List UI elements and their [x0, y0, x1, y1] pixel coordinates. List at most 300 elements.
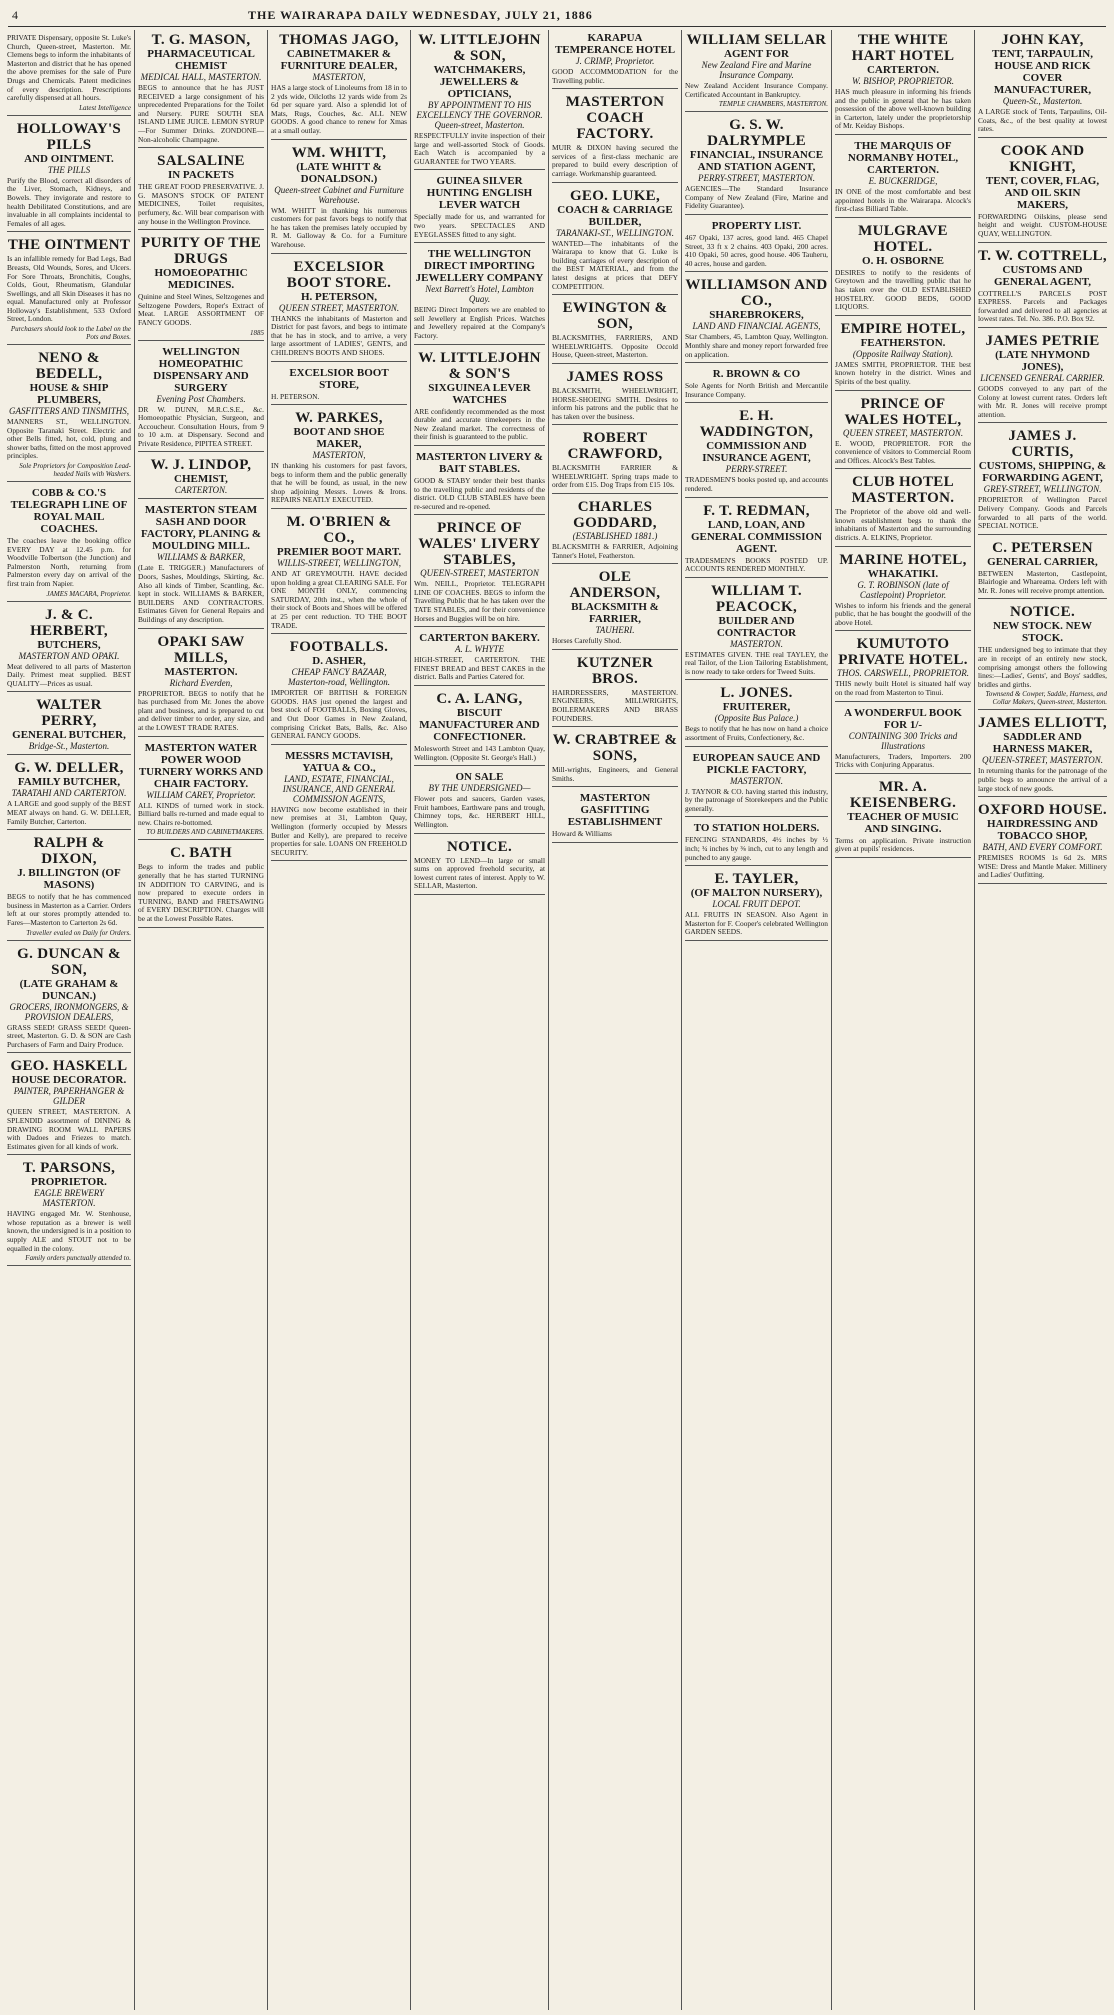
- ad-subheading: WHAKATIKI.: [867, 567, 939, 580]
- ad-subheading: FRUITERER,: [722, 701, 791, 714]
- ad-tagline: LAND AND FINANCIAL AGENTS,: [692, 321, 821, 332]
- advertisement: [7, 605, 131, 693]
- ad-tagline: BATH, AND EVERY COMFORT.: [982, 842, 1103, 853]
- ad-body: E. WOOD, PROPRIETOR. FOR the convenience of visitors to Commercial Room and Offices. Alcock's Best Tables.: [835, 438, 971, 465]
- ad-footer: Traveller evaled on Daily for Orders.: [26, 928, 131, 937]
- ad-heading: JAMES J. CURTIS,: [1008, 428, 1077, 461]
- ad-subheading: FINANCIAL, INSURANCE AND STATION AGENT,: [689, 149, 824, 174]
- ad-heading: ROBERT CRAWFORD,: [567, 430, 663, 463]
- ad-heading: COOK AND KNIGHT,: [1000, 142, 1085, 175]
- ad-body: Sole Agents for North British and Mercantile Insurance Company.: [685, 381, 828, 399]
- ad-tagline: THE PILLS: [47, 164, 91, 175]
- ad-heading: PRINCE OF WALES HOTEL,: [844, 395, 962, 428]
- ad-tagline: PERRY-STREET.: [725, 464, 788, 475]
- ad-body: A LARGE and good supply of the BEST MEAT always on hand. G. W. DELLER, Family Butcher, Carterton.: [7, 799, 131, 826]
- ad-subheading: H. PETERSON,: [300, 290, 378, 303]
- ad-heading: SALSALINE: [157, 153, 245, 170]
- ad-body: New Zealand Accident Insurance Company. Certificated Accountant in Bankruptcy.: [685, 81, 828, 99]
- ad-tagline: J. CRIMP, Proprietor.: [575, 56, 655, 66]
- column-8: [974, 30, 1110, 2010]
- advertisement: [835, 550, 971, 632]
- advertisement: [978, 141, 1107, 243]
- advertisement: [552, 30, 678, 89]
- advertisement: [138, 502, 264, 628]
- advertisement: [685, 501, 828, 578]
- column-3: [267, 30, 410, 2010]
- advertisement: [271, 748, 407, 862]
- ad-body: QUEEN STREET, MASTERTON. A SPLENDID assortment of DINING & DRAWING ROOM WALL PAPERS with Dadoes and Friezes to match. Estimates given for all kinds of work.: [7, 1107, 131, 1151]
- ad-heading: THE OINTMENT: [7, 237, 131, 254]
- ad-heading: NOTICE.: [1009, 604, 1076, 621]
- ad-subheading: LAND, LOAN, AND GENERAL COMMISSION AGENT.: [690, 518, 823, 555]
- ad-subheading: CARTERTON BAKERY.: [419, 632, 540, 645]
- ad-body: BLACKSMITH & FARRIER, Adjoining Tanner's Hotel, Featherston.: [552, 542, 678, 560]
- ad-heading: C. A. LANG,: [436, 691, 523, 708]
- ad-body: Star Chambers, 45, Lambton Quay, Wellington. Monthly share and money report forwarded free on application.: [685, 332, 828, 359]
- ad-subheading: MASTERTON GASFITTING ESTABLISHMENT: [567, 792, 663, 829]
- ad-heading: EXCELSIOR BOOT STORE.: [286, 258, 392, 291]
- ad-body: Purify the Blood, correct all disorders of the Liver, Stomach, Kidneys, and Bowels. They invigorate and restore to health Debilitated Constitutions, and are invaluable in all complaints incidental to Females of all ages.: [7, 175, 131, 228]
- ad-subheading: WATCHMAKERS, JEWELLERS & OPTICIANS,: [433, 64, 526, 100]
- ad-subheading: HOMOEOPATHIC MEDICINES.: [154, 267, 248, 292]
- ad-tagline: G. T. ROBINSON (late of Castlepoint) Proprietor.: [857, 579, 949, 600]
- ad-tagline: A. L. WHYTE: [454, 644, 504, 655]
- ad-body: Flower pots and saucers, Garden vases, Fruit hamboes, Earthware pans and trough, Chimney tops, &c. HERBERT HILL, Wellington.: [414, 794, 545, 829]
- advertisement: [978, 602, 1107, 710]
- ad-body: Is an infallible remedy for Bad Legs, Bad Breasts, Old Wounds, Sores, and Ulcers. For Sore Throats, Bronchitis, Coughs, Colds, Gout, Rheumatism, Glandular Swellings, and all Skin Diseases it has no equal. Manufactured only at Professor Holloway's Establishment, 533 Oxford Street, London.: [7, 254, 131, 324]
- ad-body: MANNERS ST., WELLINGTON. Opposite Taranaki Street. Electric and other Bells fitted, hot, cold, plung and shower baths, fitted on the most approved principles.: [7, 417, 131, 461]
- advertisement: [7, 833, 131, 940]
- ad-footer: 1885: [250, 328, 264, 337]
- ad-body: HAVING engaged Mr. W. Stenhouse, whose reputation as a brewer is well known, the undersigned is in a position to supply ALE and STOUT not to be equalled in the colony.: [7, 1209, 131, 1253]
- ad-tagline: BY THE UNDERSIGNED—: [428, 783, 531, 794]
- ad-tagline: TARANAKI-ST., WELLINGTON.: [555, 227, 674, 238]
- advertisement: [414, 518, 545, 627]
- ad-body: COTTRELL'S PARCELS POST EXPRESS. Parcels and Packages forwarded and delivered to all agencies at lowest rates. Tel. No. 386. P.O. Box 92.: [978, 288, 1107, 324]
- ad-heading: M. O'BRIEN & CO.,: [286, 514, 392, 547]
- ad-subheading: O. H. OSBORNE: [862, 254, 944, 267]
- ad-tagline: CARTERTON.: [174, 485, 228, 496]
- advertisement: [414, 348, 545, 446]
- advertisement: [7, 1158, 131, 1266]
- ad-heading: C. PETERSEN: [992, 539, 1093, 556]
- ad-heading: EWINGTON & SON,: [562, 300, 668, 333]
- ad-tagline: Richard Everden,: [169, 677, 233, 688]
- ad-subheading: SIXGUINEA LEVER WATCHES: [428, 381, 531, 406]
- ad-body: Begs to notify that he has now on hand a choice assortment of Fruits, Confectionery, &c.: [685, 724, 828, 743]
- advertisement: [685, 406, 828, 497]
- advertisement: [978, 30, 1107, 138]
- ad-heading: T. W. COTTRELL,: [978, 247, 1107, 264]
- advertisement: [271, 637, 407, 745]
- ad-tagline: MEDICAL HALL, MASTERTON.: [140, 72, 262, 82]
- advertisement: [552, 298, 678, 364]
- ad-body: (Late E. TRIGGER.) Manufacturers of Doors, Sashes, Mouldings, Skirting, &c. Also all kinds of Timber, Scantling, &c. kept in stock. WILLIAMS & BARKER, BUILDERS AND CONTRACTORS. Estimates Given for General Repairs and Buildings of any description.: [138, 563, 264, 625]
- ad-body: 467 Opaki, 137 acres, good land. 465 Chapel Street, 33 ft x 2 chains. 403 Opaki, 200 acres. 410 Opaki, 50 acres, good house. 406 Tauheru, 40 acres, house and garden.: [685, 232, 828, 268]
- ad-body: Wishes to inform his friends and the general public, that he has bought the goodwill of the above Hotel.: [835, 600, 971, 627]
- ad-body: A LARGE stock of Tents, Tarpaulins, Oil-Coats, &c., of the best quality at lowest rates.: [978, 107, 1107, 134]
- ad-subheading: CHEMIST,: [174, 473, 228, 486]
- ad-heading: W. PARKES,: [295, 410, 383, 427]
- masthead: [8, 4, 1106, 27]
- ad-subheading: BUTCHERS,: [37, 638, 101, 651]
- ad-heading: G. S. W. DALRYMPLE: [707, 117, 806, 150]
- advertisement: [835, 777, 971, 858]
- ad-subheading: TEACHER OF MUSIC AND SINGING.: [847, 810, 959, 835]
- ad-body: Specially made for us, and warranted for two years. SPECTACLES AND EYEGLASSES fitted to any sight.: [414, 212, 545, 239]
- advertisement: [552, 92, 678, 182]
- ad-subheading: EUROPEAN SAUCE AND PICKLE FACTORY,: [692, 751, 821, 776]
- ad-subheading: MESSRS MCTAVISH, YATUA & CO.,: [285, 749, 393, 774]
- ad-subheading: AGENT FOR: [724, 48, 789, 60]
- ad-tagline: PAINTER, PAPERHANGER & GILDER: [13, 1086, 125, 1107]
- ad-heading: OPAKI SAW MILLS,: [157, 633, 245, 666]
- ad-body: WM. WHITT in thanking his numerous customers for past favors begs to notify that he has taken the premises lately occupied by R. M. Galloway & Co. for a Furniture Warehouse.: [271, 205, 407, 249]
- ad-tagline: EAGLE BREWERY MASTERTON.: [33, 1188, 105, 1209]
- ad-body: IMPORTER OF BRITISH & FOREIGN GOODS. HAS just opened the largest and best stock of FOOTBALLS, Boxing Gloves, and Out Door Games in New Zealand, comprising Cricket Bats, Balls, &c. Also GENERAL FANCY GOODS.: [271, 688, 407, 741]
- ad-body: HAS much pleasure in informing his friends and the public in general that he has taken possession of the above well-known building in Carterton, lately under the proprietorship of Mr. Keiday Bishops.: [835, 87, 971, 131]
- ad-subheading: EXCELSIOR BOOT STORE,: [289, 366, 389, 391]
- ad-subheading: HAIRDRESSING AND TOBACCO SHOP,: [987, 818, 1098, 843]
- advertisement: [271, 257, 407, 362]
- ad-subheading: FAMILY BUTCHER,: [17, 776, 121, 789]
- ad-body: AND AT GREYMOUTH. HAVE decided upon holding a great CLEARING SALE. For ONE MONTH ONLY, commencing SATURDAY, 20th inst., when the whole of their stock of Boots and Shoes will be offered at 25 per cent reduction. TO THE BOOT TRADE.: [271, 569, 407, 630]
- advertisement: [835, 138, 971, 218]
- ad-subheading: FEATHERSTON.: [860, 336, 946, 349]
- ad-tagline: (ESTABLISHED 1881.): [572, 531, 658, 542]
- ad-body: BLACKSMITH, WHEELWRIGHT, HORSE-SHOEING SMITH. Desires to inform his patrons and the public that he has taken over the business.: [552, 385, 678, 421]
- ad-body: H. PETERSON.: [271, 391, 320, 401]
- ad-body: BLACKSMITH FARRIER & WHEELWRIGHT. Spring traps made to order from £15. Dog Traps from £15 10s.: [552, 463, 678, 490]
- ad-subheading: J. BILLINGTON (OF MASONS): [17, 867, 121, 892]
- advertisement: [685, 30, 828, 112]
- ad-body: Wm. NEILL, Proprietor. TELEGRAPH LINE OF COACHES. BEGS to inform the Travelling Public that he has taken over the TATE STABLES, and for their convenience Horses and Buggies will be on hire.: [414, 579, 545, 623]
- ad-subheading: MASTERTON STEAM SASH AND DOOR FACTORY, PLANING & MOULDING MILL.: [140, 504, 262, 553]
- ad-heading: WILLIAM T. PEACOCK,: [711, 582, 802, 615]
- advertisement: [414, 30, 545, 170]
- ad-heading: T. PARSONS,: [22, 1160, 116, 1177]
- advertisement: [978, 538, 1107, 600]
- ad-body: J. TAYNOR & CO. having started this industry, by the patronage of Storekeepers and the Public generally.: [685, 786, 828, 813]
- ad-subheading: KARAPUA TEMPERANCE HOTEL: [554, 32, 676, 56]
- ad-subheading: AND OINTMENT.: [24, 152, 114, 165]
- ad-body: BETWEEN Masterton, Castlepoint, Blairlogie and Whareama. Orders left with Mr. R. Jones will receive prompt attention.: [978, 568, 1107, 595]
- ad-tagline: TAUHERI.: [595, 625, 635, 636]
- ad-heading: G. W. DELLER,: [14, 760, 124, 777]
- ad-body: IN thanking his customers for past favors, begs to inform them and the public generally that he will be found, as usual, in the new shop adjoining Messrs. Lowes & Irons. REPAIRS NEATLY EXECUTED.: [271, 461, 407, 505]
- advertisement: [835, 634, 971, 701]
- advertisement: [552, 367, 678, 425]
- advertisement: [685, 366, 828, 403]
- advertisement: [685, 683, 828, 746]
- advertisement: [271, 143, 407, 254]
- ad-heading: W. LITTLEJOHN & SON'S: [418, 349, 541, 382]
- ad-subheading: CARTERTON.: [866, 64, 940, 76]
- ad-footer: TO BUILDERS AND CABINETMAKERS.: [146, 828, 264, 837]
- ad-footer: Purchasers should look to the Label on the Pots and Boxes.: [10, 325, 131, 342]
- ad-body: Manufacturers, Traders, Importers. 200 Tricks with Conjuring Apparatus.: [835, 751, 971, 770]
- ad-heading: C. BATH: [170, 845, 232, 862]
- ad-heading: GEO. HASKELL: [10, 1058, 128, 1075]
- advertisement: [685, 750, 828, 818]
- ad-body: ALL FRUITS IN SEASON. Also Agent in Masterton for F. Cooper's celebrated Wellington GARDEN SEEDS.: [685, 910, 828, 937]
- ad-tagline: CHEAP FANCY BAZAAR, Masterton-road, Wellington.: [287, 667, 391, 688]
- advertisement: [835, 221, 971, 316]
- advertisement: [835, 394, 971, 470]
- advertisement: [978, 713, 1107, 797]
- ad-subheading: SHAREBROKERS,: [709, 309, 804, 322]
- advertisement: [138, 455, 264, 499]
- ad-heading: MR. A. KEISENBERG.: [849, 778, 957, 811]
- ad-tagline: MASTERTON.: [729, 775, 784, 786]
- ad-subheading: COBB & CO.'S TELEGRAPH LINE OF ROYAL MAIL COACHES.: [10, 487, 128, 536]
- ad-subheading: (OF MALTON NURSERY),: [690, 887, 823, 900]
- ad-body: DR W. DUNN, M.R.C.S.E., &c. Homoeopathic Physician, Surgeon, and Accoucheur. Consultation Hours, from 9 to 10 a.m. at Dispensary. Second and Private Residence, PIPITEA STREET.: [138, 404, 264, 448]
- ad-subheading: MASTERTON.: [164, 665, 238, 678]
- ad-tagline: Bridge-St., Masterton.: [28, 741, 110, 752]
- ad-subheading: BLACKSMITH & FARRIER,: [571, 601, 659, 626]
- ad-heading: W. CRABTREE & SONS,: [552, 732, 678, 765]
- ad-subheading: TO STATION HOLDERS.: [693, 822, 820, 835]
- issue-tag: 4: [12, 8, 19, 22]
- ad-tagline: BY APPOINTMENT TO HIS EXCELLENCY THE GOVERNOR. Queen-street, Masterton.: [416, 100, 543, 130]
- advertisement: [978, 331, 1107, 423]
- ad-body: TRADESMEN'S books posted up, and accounts rendered.: [685, 475, 828, 493]
- ad-body: PROPRIETOR of Wellington Parcel Delivery Company. Goods and Parcels forwarded to all parts of the world. SPECIAL NOTICE.: [978, 495, 1107, 531]
- ad-subheading: CABINETMAKER & FURNITURE DEALER,: [280, 48, 398, 72]
- ad-heading: WM. WHITT,: [291, 144, 387, 161]
- ad-body: GOODS conveyed to any part of the Colony at lowest current rates. Orders left with Mr. R. Jones will receive prompt attention.: [978, 383, 1107, 419]
- ad-tagline: LAND, ESTATE, FINANCIAL, INSURANCE, AND GENERAL COMMISSION AGENTS,: [282, 773, 396, 804]
- ad-body: HAIRDRESSERS, MASTERTON. ENGINEERS, MILLWRIGHTS, BOILERMAKERS AND BRASS FOUNDERS.: [552, 687, 678, 723]
- advertisement: [138, 30, 264, 148]
- ad-tagline: MASTERTON,: [312, 450, 366, 461]
- ad-body: FORWARDING Oilskins, please send height and weight. CUSTOM-HOUSE QUAY, WELLINGTON.: [978, 211, 1107, 238]
- ad-heading: KUMUTOTO PRIVATE HOTEL.: [838, 636, 968, 669]
- advertisement: [978, 246, 1107, 328]
- advertisement: [685, 869, 828, 941]
- ad-subheading: BISCUIT MANUFACTURER AND CONFECTIONER.: [419, 707, 540, 744]
- ad-body: The coaches leave the booking office EVERY DAY at 12.45 p.m. for Woodville Tolbertson (the Junction) and Palmerston North, returning from Palmerston every day on arrival of the first train from Napier.: [7, 536, 131, 588]
- ad-subheading: PREMIER BOOT MART.: [276, 546, 402, 559]
- advertisement: [7, 1056, 131, 1155]
- ad-body: Howard & Williams: [552, 829, 612, 839]
- advertisement: [414, 449, 545, 515]
- advertisement: [552, 653, 678, 727]
- ad-body: BLACKSMITHS, FARRIERS, AND WHEELWRIGHTS. Opposite Occold House, Queen-street, Masterton.: [552, 333, 678, 360]
- ad-body: THIS newly built Hotel is situated half way on the road from Masterton to Tinui.: [835, 679, 971, 698]
- ad-heading: WILLIAM SELLAR: [686, 32, 827, 48]
- advertisement: [271, 365, 407, 406]
- ad-heading: OLE ANDERSON,: [569, 569, 661, 602]
- ad-tagline: Queen-St., Masterton.: [1002, 96, 1083, 106]
- advertisement: [552, 790, 678, 843]
- ad-body: IN ONE of the most comfortable and best appointed hotels in the Wairarapa. Alcock's first-class Billiard Table.: [835, 186, 971, 214]
- advertisement: [552, 730, 678, 787]
- ad-body: PREMISES ROOMS 1s 6d 2s. MRS WISE: Dress and Mantle Maker. Millinery and Ladies' Outfitting.: [978, 853, 1107, 880]
- ad-body: ALL KINDS of turned work in stock. Billiard balls re-turned and made equal to new. Chairs re-bottomed.: [138, 800, 264, 827]
- ad-body: THANKS the inhabitants of Masterton and District for past favors, and begs to intimate that he has in stock, and to arrive, a very large assortment of LADIES', GENTS, and CHILDREN'S BOOTS AND SHOES.: [271, 313, 407, 357]
- ad-footer: Sole Proprietors for Composition Lead-headed Nails with Washers.: [19, 462, 131, 479]
- ad-subheading: ON SALE: [455, 771, 504, 784]
- advertisement: [552, 567, 678, 650]
- ad-body: Horses Carefully Shod.: [552, 636, 622, 646]
- advertisement: [835, 30, 971, 135]
- ad-subheading: WELLINGTON HOMEOPATHIC DISPENSARY AND SURGERY: [153, 345, 249, 394]
- ad-heading: MULGRAVE HOTEL.: [858, 222, 948, 255]
- ad-tagline: WILLIAMS & BARKER,: [156, 552, 246, 563]
- ad-subheading: TENT, TARPAULIN, HOUSE AND RICK COVER MANUFACTURER,: [992, 48, 1093, 96]
- ad-body: Quinine and Steel Wines, Seltzogenes and Seltzogene Powders, Roper's Extract of Meat. LARGE ASSORTMENT OF FANCY GOODS.: [138, 292, 264, 327]
- ad-body: The Proprietor of the above old and well-known establishment begs to thank the inhabitants of Masterton and the surrounding districts. A. ELKINS, Proprietor.: [835, 507, 971, 543]
- ad-heading: NENO & BEDELL,: [35, 350, 103, 383]
- ad-tagline: Evening Post Chambers.: [156, 393, 246, 404]
- ad-body: BEING Direct Importers we are enabled to sell Jewellery at English Prices. Watches and Jewellery repaired at the Company's Factory.: [414, 305, 545, 340]
- advertisement: [552, 497, 678, 564]
- ad-body: RESPECTFULLY invite inspection of their large and well-assorted Stock of Goods. Each Watch is accompanied by a GUARANTEE for TWO YEARS.: [414, 131, 545, 166]
- advertisement: [552, 186, 678, 296]
- advertisement: [7, 758, 131, 830]
- ad-subheading: (LATE GRAHAM & DUNCAN.): [19, 977, 119, 1002]
- advertisement: [685, 275, 828, 363]
- ad-subheading: R. BROWN & CO: [712, 368, 801, 381]
- advertisement: [414, 630, 545, 686]
- ad-subheading: IN PACKETS: [167, 169, 235, 182]
- ad-subheading: THE MARQUIS OF NORMANBY HOTEL, CARTERTON.: [847, 139, 959, 176]
- advertisement: [7, 119, 131, 233]
- ad-subheading: (LATE NHYMOND JONES),: [995, 348, 1090, 373]
- ad-subheading: PROPERTY LIST.: [711, 219, 802, 232]
- advertisement: [978, 426, 1107, 534]
- ad-body: PRIVATE Dispensary, opposite St. Luke's Church, Queen-street, Masterton. Mr. Clemens begs to inform the inhabitants of Masterton and district that he has opened the above premises for the sale of Pure Drugs and Chemicals. Patent medicines of every description. Prescriptions carefully dispensed at all hours.: [7, 33, 131, 103]
- ad-tagline: LICENSED GENERAL CARRIER.: [980, 372, 1105, 383]
- ad-body: WANTED—The inhabitants of the Wairarapa to know that G. Luke is building carriages of every description of the BEST MATERIAL, and from the latest designs at prices that DEFY COMPETITION.: [552, 238, 678, 291]
- advertisement: [271, 30, 407, 140]
- ad-heading: PURITY OF THE DRUGS: [140, 235, 262, 268]
- ad-heading: THE WHITE HART HOTEL: [851, 32, 955, 64]
- ad-body: ARE confidently recommended as the most durable and accurate timekeepers in the New Zealand market. The correctness of their finish is guaranteed to the public.: [414, 406, 545, 442]
- ad-body: BEGS to notify that he has commenced business in Masterton as a Carrier. Orders left at our stores promptly attended to. Fares—Masterton to Carterton 2s 6d.: [7, 892, 131, 927]
- ad-heading: E. TAYLER,: [714, 871, 799, 888]
- advertisement: [7, 944, 131, 1054]
- advertisement: [414, 769, 545, 833]
- ad-heading: T. G. MASON,: [151, 32, 251, 48]
- ad-subheading: (LATE WHITT & DONALDSON.): [296, 160, 382, 185]
- ad-heading: PRINCE OF WALES' LIVERY STABLES,: [418, 520, 541, 569]
- ad-heading: WILLIAMSON AND CO.,: [685, 277, 828, 310]
- ad-footer: Latest Intelligence: [79, 103, 131, 112]
- ad-heading: THOMAS JAGO,: [279, 32, 399, 48]
- ad-body: Mill-wrights, Engineers, and General Smiths.: [552, 765, 678, 783]
- ad-subheading: PROPRIETOR.: [31, 1176, 107, 1189]
- ad-body: Terms on application. Private instruction given at pupils' residences.: [835, 835, 971, 854]
- ad-tagline: GASFITTERS AND TINSMITHS,: [8, 406, 130, 417]
- advertisement: [7, 235, 131, 345]
- ad-subheading: THE WELLINGTON DIRECT IMPORTING JEWELLERY COMPANY: [415, 248, 544, 285]
- ad-subheading: CUSTOMS AND GENERAL AGENT,: [994, 263, 1091, 288]
- ad-heading: WALTER PERRY,: [36, 697, 102, 730]
- column-5: [548, 30, 681, 2010]
- ad-body: THE undersigned beg to intimate that they are in receipt of an entirely new stock, comprising amongst others the following lines:—Ladies', Gents', and Boys' saddles, bridles and girths.: [978, 645, 1107, 689]
- ad-heading: G. DUNCAN & SON,: [17, 945, 121, 978]
- ad-body: AGENCIES—The Standard Insurance Company of New Zealand (Fire, Marine and Fidelity Guarantee).: [685, 184, 828, 211]
- ad-tagline: MASTERTON AND OPAKI.: [18, 650, 120, 661]
- advertisement: [685, 581, 828, 681]
- ad-tagline: Next Barrett's Hotel, Lambton Quay.: [425, 284, 534, 305]
- advertisement: [978, 800, 1107, 884]
- ad-tagline: QUEEN-STREET, MASTERTON: [420, 568, 539, 579]
- advertisement: [138, 344, 264, 453]
- advertisement: [138, 233, 264, 340]
- ad-heading: OXFORD HOUSE.: [978, 802, 1107, 819]
- ad-body: PROPRIETOR. BEGS to notify that he has purchased from Mr. Jones the above plant and business, and is prepared to cut and deliver timber to order, any size, and at the LOWEST TRADE RATES.: [138, 688, 264, 732]
- advertisement: [138, 843, 264, 927]
- ad-subheading: COACH & CARRIAGE BUILDER,: [557, 203, 673, 228]
- advertisement: [685, 218, 828, 272]
- ad-tagline: GREY-STREET, WELLINGTON.: [983, 484, 1102, 495]
- ad-body: FENCING STANDARDS, 4½ inches by ½ inch; ¾ inches by ⅜ inch, cut to any length and punched to any gauge.: [685, 835, 828, 862]
- ad-body: DESIRES to notify to the residents of Greytown and the travelling public that he has taken over the OLD ESTABLISHED HOSTELRY. GOOD BEDS, GOOD LIQUORS.: [835, 267, 971, 312]
- ad-body: GOOD ACCOMMODATION for the Travelling public.: [552, 67, 678, 85]
- ad-heading: W. J. LINDOP,: [150, 457, 252, 474]
- ad-subheading: GENERAL CARRIER,: [987, 555, 1098, 568]
- ad-subheading: HOUSE DECORATOR.: [11, 1074, 127, 1087]
- ad-subheading: NEW STOCK. NEW STOCK.: [993, 620, 1092, 645]
- ad-body: TRADESMEN'S BOOKS POSTED UP. ACCOUNTS RENDERED MONTHLY.: [685, 555, 828, 574]
- ad-heading: E. H. WADDINGTON,: [699, 408, 814, 441]
- ad-body: GOOD & STABY tender their best thanks to the travelling public and residents of the district. OLD CLUB STABLES have been re-secured and re-opened.: [414, 475, 545, 511]
- ad-tagline: W. BISHOP, PROPRIETOR.: [851, 76, 955, 86]
- ad-heading: NOTICE.: [446, 838, 513, 855]
- advertisement: [552, 428, 678, 494]
- column-6: [681, 30, 831, 2010]
- advertisement: [414, 837, 545, 895]
- column-1: [4, 30, 134, 2010]
- ad-heading: FOOTBALLS.: [289, 639, 389, 656]
- ad-body: GRASS SEED! GRASS SEED! Queen-street, Masterton. G. D. & SON are Cash Purchasers of Farm and Dairy Produce.: [7, 1022, 131, 1049]
- advertisement: [835, 319, 971, 391]
- ad-subheading: HOUSE & SHIP PLUMBERS,: [29, 382, 109, 407]
- ad-subheading: TENT, COVER, FLAG, AND OIL SKIN MAKERS,: [985, 174, 1100, 211]
- ad-footer: Family orders punctually attended to.: [25, 1254, 131, 1263]
- ad-subheading: A WONDERFUL BOOK FOR 1/-: [844, 706, 962, 731]
- ad-tagline: QUEEN-STREET, MASTERTON.: [982, 755, 1103, 766]
- ad-tagline: QUEEN STREET, MASTERTON.: [278, 302, 400, 313]
- advertisement: [138, 740, 264, 841]
- ad-heading: W. LITTLEJOHN & SON,: [418, 32, 541, 64]
- advertisement: [7, 30, 131, 116]
- column-7: [831, 30, 974, 2010]
- ad-footer: Townsend & Cowper, Saddle, Harness, and Collar Makers, Queen-street, Masterton.: [985, 690, 1107, 707]
- ad-tagline: (Opposite Railway Station).: [852, 348, 954, 359]
- ad-heading: KUTZNER BROS.: [576, 654, 654, 687]
- advertisement-columns: [4, 30, 1110, 2010]
- advertisement: [7, 348, 131, 482]
- ad-heading: F. T. REDMAN,: [703, 502, 810, 519]
- ad-tagline: LOCAL FRUIT DEPOT.: [712, 899, 801, 910]
- advertisement: [7, 485, 131, 602]
- ad-tagline: MASTERTON,: [312, 72, 366, 82]
- ad-subheading: COMMISSION AND INSURANCE AGENT,: [702, 440, 811, 465]
- ad-subheading: SADDLER AND HARNESS MAKER,: [992, 731, 1093, 756]
- ad-heading: J. & C. HERBERT,: [30, 606, 108, 639]
- advertisement: [835, 472, 971, 546]
- ad-heading: MARINE HOTEL,: [839, 551, 967, 568]
- ad-tagline: MASTERTON.: [729, 638, 784, 649]
- advertisement: [138, 151, 264, 230]
- ad-tagline: Queen-street Cabinet and Furniture Warehouse.: [274, 184, 404, 205]
- advertisement: [414, 689, 545, 766]
